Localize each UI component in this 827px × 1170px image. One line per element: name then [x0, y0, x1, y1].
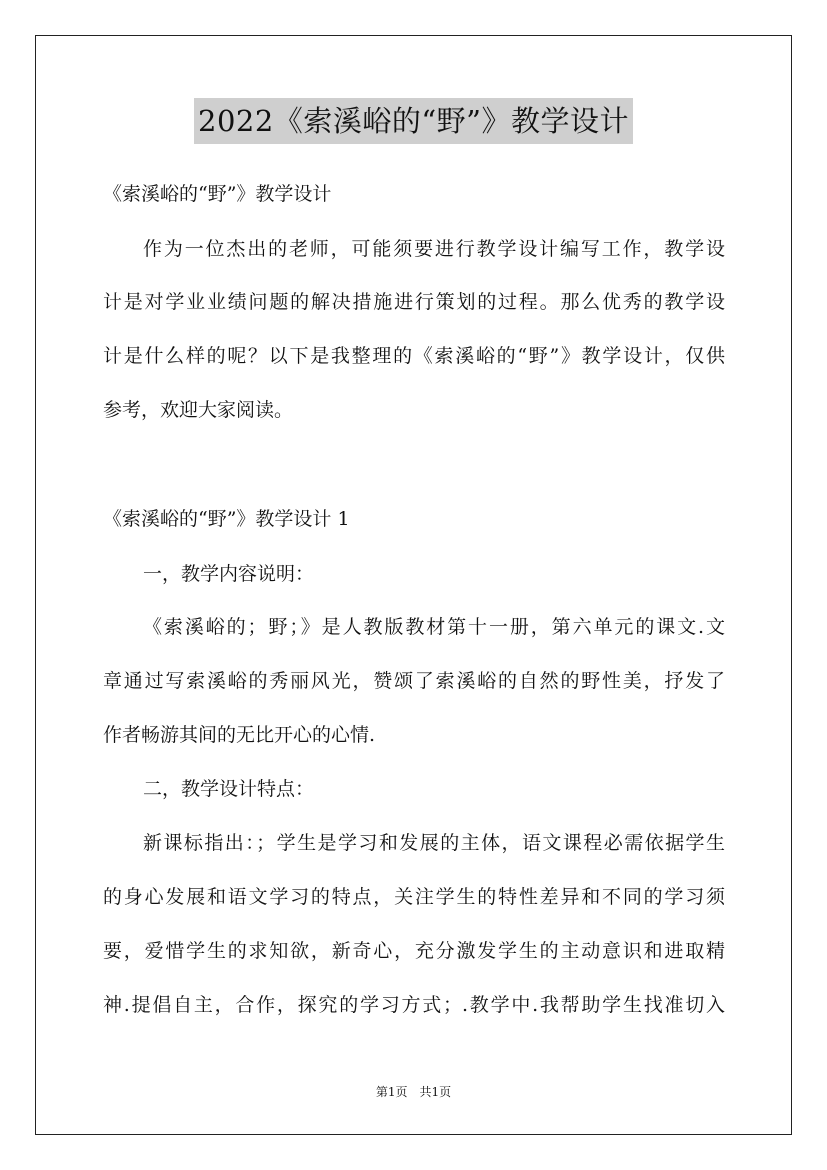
page-footer: 第1页 共1页 — [375, 1085, 452, 1099]
paragraph-line: 作者畅游其间的无比开心的心情. — [103, 724, 376, 746]
section-heading-intro: 《索溪峪的“野”》教学设计 — [103, 183, 332, 205]
subsection-heading-features: 二，教学设计特点： — [143, 778, 315, 800]
paragraph-line: 作为一位杰出的老师，可能须要进行教学设计编写工作，教学设 — [143, 238, 725, 260]
paragraph-line: 要，爱惜学生的求知欲，新奇心，充分激发学生的主动意识和进取精 — [103, 940, 725, 962]
paragraph-line: 《索溪峪的；野；》是人教版教材第十一册，第六单元的课文.文 — [143, 616, 725, 638]
paragraph-line: 计是什么样的呢？以下是我整理的《索溪峪的“野”》教学设计，仅供 — [103, 345, 725, 367]
paragraph-line: 新课标指出：；学生是学习和发展的主体，语文课程必需依据学生 — [143, 832, 725, 854]
paragraph-line: 计是对学业业绩问题的解决措施进行策划的过程。那么优秀的教学设 — [103, 291, 725, 313]
title-wrapper — [0, 98, 827, 144]
paragraph-line: 的身心发展和语文学习的特点，关注学生的特性差异和不同的学习须 — [103, 886, 725, 908]
subsection-heading-content: 一，教学内容说明： — [143, 563, 315, 585]
section-heading-1: 《索溪峪的“野”》教学设计 1 — [103, 508, 350, 530]
paragraph-line: 章通过写索溪峪的秀丽风光，赞颂了索溪峪的自然的野性美，抒发了 — [103, 670, 725, 692]
paragraph-line: 参考，欢迎大家阅读。 — [103, 399, 294, 421]
paragraph-line: 神.提倡自主，合作，探究的学习方式；.教学中.我帮助学生找准切入 — [103, 994, 725, 1016]
document-title: 2022《索溪峪的“野”》教学设计 — [194, 98, 633, 144]
